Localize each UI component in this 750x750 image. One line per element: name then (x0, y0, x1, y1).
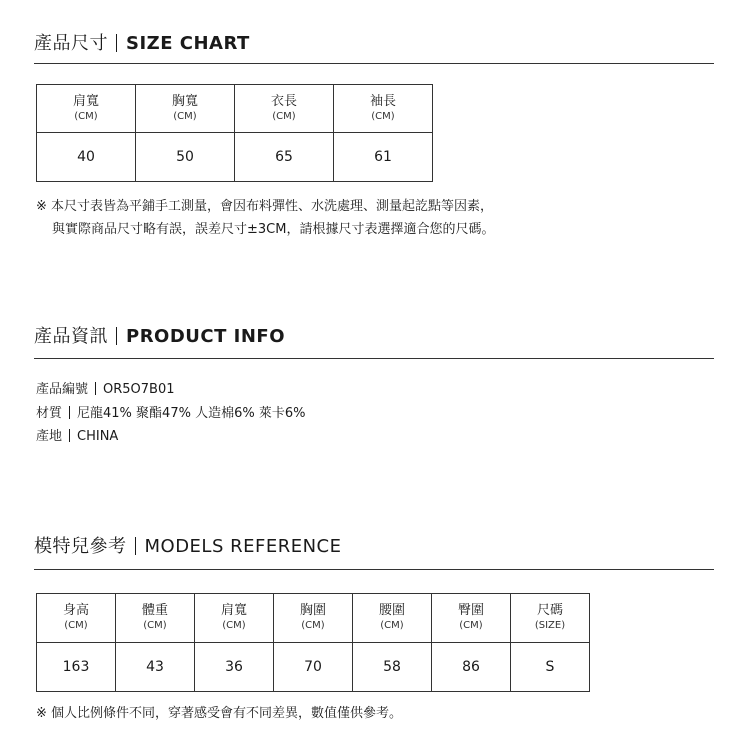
models-reference-table (36, 593, 590, 692)
header-unit: (CM) (380, 620, 404, 631)
header-cell (116, 594, 195, 643)
header-label: 胸寬 (171, 93, 198, 109)
header-label: 臀圍 (457, 603, 484, 618)
header-cell (136, 85, 235, 133)
size-chart-table (36, 84, 433, 182)
table-cell: 65 (235, 133, 334, 182)
key-value-separator (95, 382, 96, 395)
table-cell: 86 (432, 643, 511, 692)
product-info-value: OR5O7B01 (103, 382, 175, 397)
header-unit: (CM) (301, 620, 325, 631)
models-reference-title (34, 532, 342, 558)
title-separator (135, 537, 136, 555)
header-unit: (CM) (64, 620, 88, 631)
table-cell: 70 (274, 643, 353, 692)
table-cell: 43 (116, 643, 195, 692)
table-row (37, 133, 433, 182)
header-cell (334, 85, 433, 133)
product-info-key: 材質 (36, 406, 63, 421)
table-cell: 163 (37, 643, 116, 692)
models-reference-note: ※ 個人比例條件不同，穿著感受會有不同差異，數值僅供參考。 (36, 706, 403, 721)
product-info-value: 尼龍41% 聚酯47% 人造棉6% 萊卡6% (77, 406, 306, 421)
header-unit: (CM) (173, 110, 197, 122)
size-chart-title-en: SIZE CHART (126, 33, 250, 54)
product-info-value: CHINA (77, 429, 119, 444)
header-cell (353, 594, 432, 643)
header-unit: (CM) (74, 110, 98, 122)
header-label: 肩寬 (220, 603, 247, 618)
header-unit: (CM) (222, 620, 246, 631)
header-unit: (CM) (143, 620, 167, 631)
header-unit: (CM) (459, 620, 483, 631)
table-header-row (37, 594, 590, 643)
header-cell (511, 594, 590, 643)
header-label: 身高 (62, 603, 89, 618)
table-cell: 61 (334, 133, 433, 182)
header-cell (235, 85, 334, 133)
size-chart-note-line-2: 與實際商品尺寸略有誤，誤差尺寸±3CM，請根據尺寸表選擇適合您的尺碼。 (52, 222, 495, 237)
product-info-title (34, 322, 285, 348)
section-divider (34, 358, 714, 359)
product-info-key: 產品編號 (36, 382, 89, 397)
product-info-title-zh: 產品資訊 (34, 326, 108, 347)
header-unit: (CM) (272, 110, 296, 122)
table-cell: S (511, 643, 590, 692)
product-info-key: 產地 (36, 429, 63, 444)
size-chart-title-zh: 產品尺寸 (34, 33, 108, 54)
product-info-row (36, 402, 305, 426)
product-info-title-en: PRODUCT INFO (126, 326, 286, 347)
title-separator (116, 34, 117, 52)
models-reference-title-zh: 模特兒參考 (34, 536, 127, 557)
product-info-row (36, 378, 175, 402)
header-cell (195, 594, 274, 643)
table-cell: 50 (136, 133, 235, 182)
size-chart-title (34, 29, 250, 55)
size-chart-note-line-1: ※ 本尺寸表皆為平鋪手工測量，會因布料彈性、水洗處理、測量起訖點等因素， (36, 199, 494, 214)
table-row (37, 643, 590, 692)
header-cell (37, 594, 116, 643)
header-unit: (CM) (371, 110, 395, 122)
header-cell (274, 594, 353, 643)
title-separator (116, 327, 117, 345)
header-label: 肩寬 (72, 93, 99, 109)
header-cell (432, 594, 511, 643)
table-cell: 36 (195, 643, 274, 692)
table-cell: 58 (353, 643, 432, 692)
table-cell: 40 (37, 133, 136, 182)
header-label: 腰圍 (378, 603, 405, 618)
header-label: 尺碼 (536, 603, 563, 618)
key-value-separator (69, 429, 70, 442)
table-header-row (37, 85, 433, 133)
product-info-row (36, 425, 118, 449)
key-value-separator (69, 406, 70, 419)
section-divider (34, 569, 714, 570)
header-cell (37, 85, 136, 133)
models-reference-title-en: MODELS REFERENCE (144, 536, 342, 557)
section-divider (34, 63, 714, 64)
header-unit: (SIZE) (534, 620, 566, 631)
header-label: 胸圍 (299, 603, 326, 618)
header-label: 體重 (141, 603, 168, 618)
header-label: 衣長 (270, 93, 297, 109)
header-label: 袖長 (369, 93, 396, 109)
